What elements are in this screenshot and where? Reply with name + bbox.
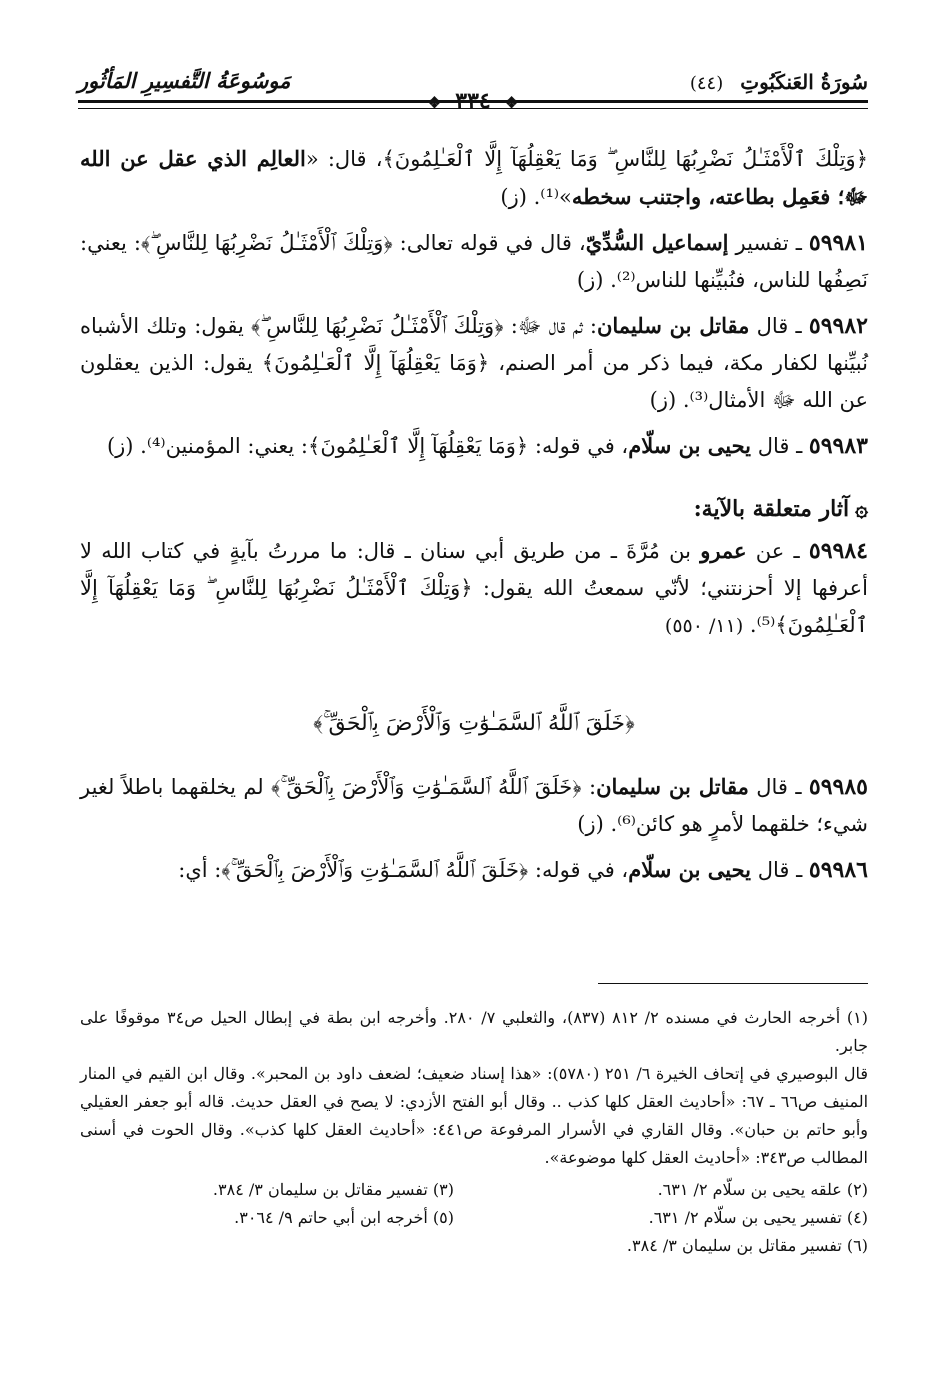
- volume-reference: (١١/ ٥٥٠): [664, 615, 744, 637]
- entry-59983: [80, 427, 868, 465]
- ayah-range: (٤٤): [689, 73, 724, 94]
- entry-number: ٥٩٩٨١: [808, 230, 868, 256]
- main-text: [80, 140, 868, 897]
- ornament-icon: ❖: [427, 93, 442, 112]
- quote-bold: العالِم الذي عقل عن الله ﷻ؛ فعَمِل بطاعته، واجتنب سخطه: [80, 146, 868, 209]
- entry-59985: [80, 768, 868, 843]
- entry-continuation: [80, 140, 868, 216]
- star-ornament-icon: ۞: [855, 496, 868, 522]
- entry-text: لم يخلقهما باطلاً لغير شيء؛ خلقهما لأمرٍ هو كائن⁽⁶⁾. (ز): [80, 775, 868, 836]
- quran-quote: ﴿وَتِلْكَ ٱلْأَمْثَـٰلُ نَضْرِبُهَا لِلنَّاسِ ۖ﴾: [141, 231, 393, 255]
- entry-59982: [80, 307, 868, 419]
- footnote-3: (٣) تفسير مقاتل بن سليمان ٣/ ٣٨٤.: [212, 1180, 454, 1199]
- entry-text: ⁽⁵⁾.: [743, 613, 776, 637]
- footnote-1: (١) أخرجه الحارث في مسنده ٢/ ٨١٢ (٨٣٧)، والثعلبي ٧/ ٢٨٠. وأخرجه ابن بطة في إبطال الحيل ص٣٤ موقوفًا على جابر.: [80, 1008, 869, 1055]
- entry-text: ، في قوله:: [528, 434, 629, 458]
- surah-header: [690, 70, 868, 94]
- book-title: مَوسُوعَةُ التَّفسِيرِ المَأثُور: [78, 68, 291, 93]
- entry-text: بن مُرَّةَ ـ من طريق أبي سنان ـ قال: ما مررتُ بآيةٍ في كتاب الله لا أعرفها إلا أحزنتني؛ لأنّي سمعتُ الله يقول:: [80, 539, 868, 600]
- footnote-6: (٦) تفسير مقاتل بن سليمان ٣/ ٣٨٤.: [626, 1236, 868, 1255]
- surah-title: سُورَةُ العَنكَبُوتِ: [740, 70, 868, 94]
- entry-text: ، قال في قوله تعالى:: [392, 231, 586, 255]
- quran-quote: ﴿وَمَا يَعْقِلُهَآ إِلَّا ٱلْعَـٰلِمُونَ﴾: [261, 351, 490, 375]
- entry-59981: [80, 224, 868, 299]
- ornament-icon: ❖: [504, 93, 519, 112]
- section-title: آثار متعلقة بالآية:: [693, 496, 850, 522]
- narrator-name: عمرو: [700, 538, 747, 563]
- section-heading: [80, 491, 868, 528]
- quran-quote: ﴿خَلَقَ ٱللَّهُ ٱلسَّمَـٰوَٰتِ وَٱلْأَرْضَ بِٱلْحَقِّ ۚ﴾: [271, 775, 582, 799]
- entry-number: ٥٩٩٨٢: [808, 313, 868, 339]
- entry-text: : يعني: المؤمنين⁽⁴⁾. (ز): [106, 434, 309, 458]
- entry-text: ـ تفسير: [728, 231, 809, 255]
- entry-text: ـ عن: [746, 539, 809, 563]
- header-rule-thin: [78, 108, 868, 109]
- entry-text: : ثم قال ﷻ:: [503, 314, 597, 338]
- entry-text: يقول: وتلك الأشباه نُبيِّنها لكفار مكة، فيما ذكر من أمر الصنم،: [80, 314, 868, 375]
- entry-end: »⁽¹⁾. (ز): [500, 185, 572, 209]
- entry-text: ـ قال: [748, 775, 809, 799]
- entry-number: ٥٩٩٨٦: [808, 857, 868, 883]
- quran-quote: ﴿وَتِلْكَ ٱلْأَمْثَـٰلُ نَضْرِبُهَا لِلنَّاسِ ۖ﴾: [251, 314, 504, 338]
- entry-number: ٥٩٩٨٥: [808, 774, 868, 800]
- narrator-name: يحيى بن سلّام: [628, 857, 752, 882]
- entry-text: : أي:: [178, 858, 222, 882]
- narrator-name: مقاتل بن سليمان: [596, 774, 749, 799]
- footnote-5: (٥) أخرجه ابن أبي حاتم ٩/ ٣٠٦٤.: [234, 1208, 454, 1227]
- entry-text: ، قال: «: [305, 147, 383, 171]
- ayah-heading: ﴿خَلَقَ ٱللَّهُ ٱلسَّمَـٰوَٰتِ وَٱلْأَرْضَ بِٱلْحَقِّ ۚ﴾: [313, 711, 635, 736]
- page-number: ٣٣٤: [455, 88, 491, 114]
- narrator-name: إسماعيل السُّدِّيّ: [585, 230, 729, 255]
- entry-text: :: [581, 775, 597, 799]
- header-rule: [78, 100, 868, 103]
- footnote-grid: [80, 1176, 868, 1260]
- entry-59984: [80, 532, 868, 645]
- entry-text: ـ قال: [749, 314, 809, 338]
- footnote-4: (٤) تفسير يحيى بن سلّام ٢/ ٦٣١.: [648, 1208, 868, 1227]
- entry-text: ـ قال: [751, 858, 809, 882]
- entry-number: ٥٩٩٨٣: [808, 433, 868, 459]
- entry-text: يقول: الذين يعقلون عن الله ﷻ الأمثال⁽³⁾. (ز): [80, 351, 868, 412]
- footnote-rule: [598, 983, 868, 984]
- quran-quote: ﴿خَلَقَ ٱللَّهُ ٱلسَّمَـٰوَٰتِ وَٱلْأَرْضَ بِٱلْحَقِّ ۚ﴾: [221, 858, 529, 882]
- narrator-name: يحيى بن سلّام: [628, 433, 752, 458]
- footnote-2: (٢) علقه يحيى بن سلّام ٢/ ٦٣١.: [657, 1180, 868, 1199]
- entry-59986: [80, 851, 868, 889]
- footnote-1-comment: قال البوصيري في إتحاف الخيرة ٦/ ٢٥١ (٥٧٨٠): «هذا إسناد ضعيف؛ لضعف داود بن المحبر». وقال ابن القيم في المنار المنيف ص٦٦ ـ ٦٧: «أحاديث العقل كلها كذب .. وقال أبو الفتح الأزدي: لا يصح في العقل حديث. قاله أبو جعفر العقيلي وأبو حاتم بن حبان». وقال القاري في الأسرار المرفوعة ص٤٤١: «أحاديث العقل كلها كذب». وقال الحوت في أسنى المطالب ص٣٤٣: «أحاديث العقل كلها موضوعة».: [80, 1064, 869, 1167]
- entry-number: ٥٩٩٨٤: [808, 538, 868, 564]
- entry-text: ، في قوله:: [528, 858, 629, 882]
- quran-quote: ﴿وَتِلْكَ ٱلْأَمْثَـٰلُ نَضْرِبُهَا لِلنَّاسِ ۖ وَمَا يَعْقِلُهَآ إِلَّا ٱلْعَـٰلِمُونَ﴾: [80, 576, 868, 637]
- entry-text: ـ قال: [751, 434, 809, 458]
- footnotes: [80, 1004, 868, 1260]
- quran-quote: ﴿وَمَا يَعْقِلُهَآ إِلَّا ٱلْعَـٰلِمُونَ﴾: [308, 434, 529, 458]
- narrator-name: مقاتل بن سليمان: [596, 313, 750, 338]
- quran-quote: ﴿وَتِلْكَ ٱلْأَمْثَـٰلُ نَضْرِبُهَا لِلنَّاسِ ۖ وَمَا يَعْقِلُهَآ إِلَّا ٱلْعَـٰلِمُونَ﴾: [382, 147, 869, 171]
- entry-text: : يعني: نَصِفُها للناس، فنُبيِّنها للناس⁽²⁾. (ز): [80, 231, 868, 292]
